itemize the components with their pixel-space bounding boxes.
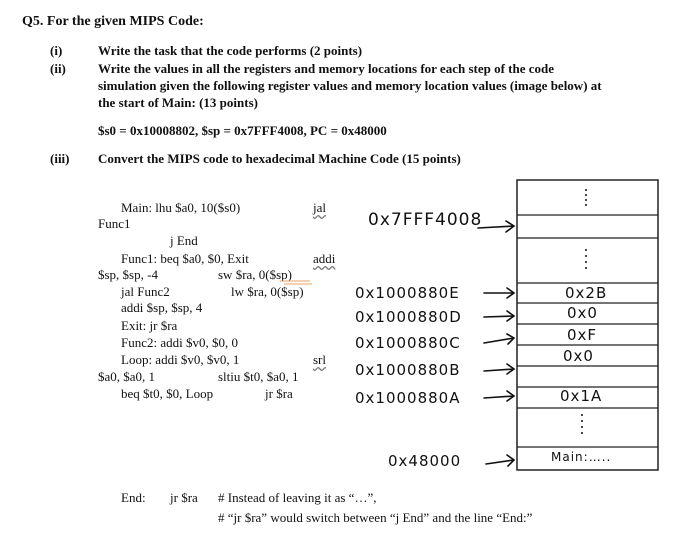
main-memory-cell: Main:…..	[551, 450, 612, 464]
memory-address-c: 0x1000880C	[355, 334, 461, 352]
initial-values: $s0 = 0x10008802, $sp = 0x7FFF4008, PC = 0x48000	[98, 123, 387, 138]
memory-value-d: 0x0	[567, 304, 598, 322]
code-func1-line: Func1: beq $a0, $0, Exit	[121, 251, 249, 266]
pc-address-label: 0x48000	[388, 452, 462, 470]
pc-arrow	[486, 455, 514, 466]
part-iii-text: Convert the MIPS code to hexadecimal Machine Code (15 points)	[98, 151, 461, 166]
part-ii-number: (ii)	[50, 61, 66, 76]
code-j-end: j End	[170, 233, 198, 248]
ellipsis-dots-low	[581, 414, 583, 434]
ellipsis-dots-mid	[585, 249, 587, 269]
code-func2-line: Func2: addi $v0, $0, 0	[121, 335, 238, 350]
code-end-instr: jr $ra	[170, 490, 198, 505]
code-srl-keyword: srl	[313, 352, 326, 367]
memory-arrow-e	[484, 288, 514, 298]
memory-value-b: 0x0	[563, 347, 594, 365]
ellipsis-dots-top	[585, 189, 587, 206]
part-i-text: Write the task that the code performs (2 points)	[98, 43, 363, 58]
code-exit-line: Exit: jr $ra	[121, 318, 178, 333]
code-sp-operands: $sp, $sp, -4	[98, 267, 158, 282]
memory-address-a: 0x1000880A	[355, 389, 461, 407]
code-end-label: End:	[121, 490, 146, 505]
sp-arrow	[478, 221, 514, 232]
memory-arrow-c	[484, 334, 514, 344]
code-beq-loop: beq $t0, $0, Loop	[121, 386, 214, 401]
code-sltiu-line: sltiu $t0, $a0, 1	[218, 369, 299, 384]
memory-value-c: 0xF	[567, 326, 598, 344]
code-sw-line: sw $ra, 0($sp)	[218, 267, 293, 282]
part-i-number: (i)	[50, 43, 63, 58]
memory-arrow-a	[484, 391, 514, 401]
code-main-line: Main: lhu $a0, 10($s0)	[121, 200, 241, 215]
memory-value-e: 0x2B	[565, 284, 608, 302]
sp-address-label: 0x7FFF4008	[368, 210, 483, 230]
memory-address-b: 0x1000880B	[355, 361, 461, 379]
memory-address-d: 0x1000880D	[355, 308, 462, 326]
code-comment-1: # Instead of leaving it as “…”,	[218, 490, 377, 505]
part-ii-line-2: simulation given the following register values and memory location values (image below) at	[98, 78, 602, 93]
code-func1-target: Func1	[98, 216, 131, 231]
part-ii-line-3: the start of Main: (13 points)	[98, 95, 258, 110]
part-iii-number: (iii)	[50, 151, 70, 166]
part-ii-line-1: Write the values in all the registers and memory locations for each step of the code	[98, 61, 555, 76]
memory-value-a: 0x1A	[560, 387, 603, 405]
code-jal-keyword: jal	[313, 200, 326, 215]
code-addi-keyword: addi	[313, 251, 336, 266]
code-jal-func2: jal Func2	[121, 284, 170, 299]
code-srl-operands: $a0, $a0, 1	[98, 369, 156, 384]
memory-frame	[517, 180, 658, 470]
question-title: Q5. For the given MIPS Code:	[22, 14, 204, 29]
memory-arrow-b	[484, 364, 514, 374]
code-lw-line: lw $ra, 0($sp)	[231, 284, 304, 299]
code-loop-line: Loop: addi $v0, $v0, 1	[121, 352, 240, 367]
code-jr-ra: jr $ra	[265, 386, 293, 401]
code-addi-sp: addi $sp, $sp, 4	[121, 300, 203, 315]
memory-arrow-d	[484, 311, 514, 321]
memory-address-e: 0x1000880E	[355, 284, 460, 302]
code-comment-2: # “jr $ra” would switch between “j End” and the line “End:”	[218, 510, 533, 525]
